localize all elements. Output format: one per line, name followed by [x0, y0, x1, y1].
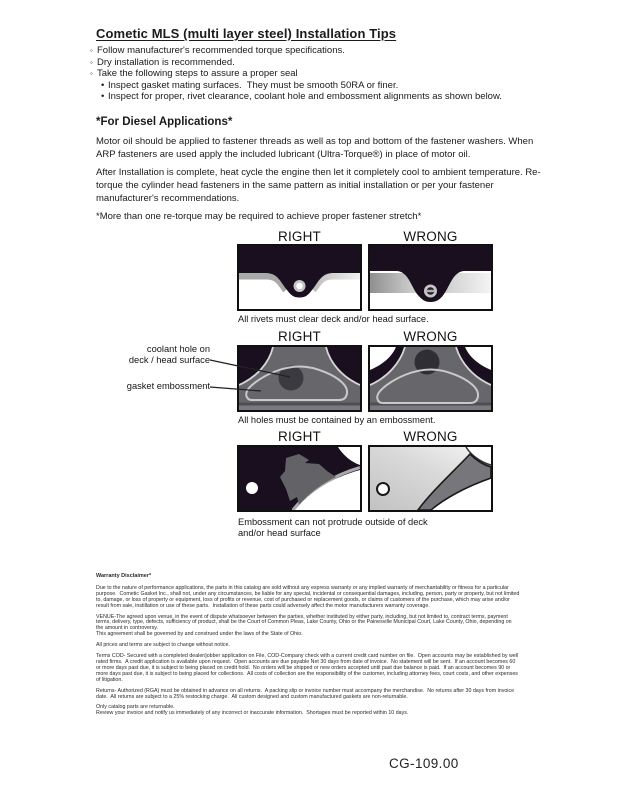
circle-bullet-icon: ◦	[90, 57, 93, 67]
embossment-wrong-diagram	[368, 445, 493, 512]
tip-text: Inspect for proper, rivet clearance, coolant hole and embossment alignments as shown below.	[108, 91, 502, 103]
embossment-leader-line	[210, 387, 261, 391]
list-item	[90, 45, 560, 57]
legal-paragraph: This agreement shall be governed by and construed under the laws of the State of Ohio.	[96, 631, 303, 638]
wrong-label: WRONG	[403, 429, 458, 444]
list-item	[90, 80, 560, 92]
rivet-right-art	[239, 246, 360, 309]
legal-paragraph: Returns- Authorized (RGA) must be obtained in advance on all returns. A packing slip or invoice number must accompany the merchandise. No returns after 30 days from invoice date. All returns are subject to a 25% restocking charge. All custom designed and custom manufactured gaskets are non-returnable.	[96, 687, 516, 700]
tip-text: Inspect gasket mating surfaces. They must be smooth 50RA or finer.	[108, 79, 399, 91]
caption-row1: All rivets must clear deck and/or head surface.	[238, 314, 429, 324]
embossment-right-diagram	[237, 445, 362, 512]
wrong-label: WRONG	[403, 329, 458, 344]
legal-paragraph: Review your invoice and notify us immediately of any incorrect or inaccurate information. Shortages must be reported within 10 days.	[96, 710, 409, 717]
coolant-leader-line	[210, 360, 290, 377]
list-item	[90, 68, 560, 80]
paragraph: After Installation is complete, heat cycle the engine then let it completely cool to ambient temperature. Re-torque the cylinder head fasteners in the same pattern as initial installation or per your fastener manufacturer's recommendations.	[96, 167, 541, 204]
catalog-page-code: CG-109.00	[389, 756, 459, 771]
right-label: RIGHT	[278, 329, 321, 344]
paragraph: Motor oil should be applied to fastener threads as well as top and bottom of the fastener washers. When ARP fasteners are used apply the included lubricant (Ultra-Torque®) in place of motor oil.	[96, 136, 536, 160]
rivet-wrong-diagram	[368, 244, 493, 311]
dot-bullet-icon: •	[101, 91, 105, 103]
rivet-right-diagram	[237, 244, 362, 311]
gasket-embossment-label: gasket embossment	[126, 381, 210, 391]
tip-text: Dry installation is recommended.	[97, 56, 235, 68]
deck-line-through-rivet	[427, 290, 435, 292]
bolt-hole	[377, 483, 389, 495]
hole-wrong-diagram	[368, 345, 493, 412]
circle-bullet-icon: ◦	[90, 46, 93, 55]
caption-row3: Embossment can not protrude outside of deck and/or head surface	[238, 517, 431, 538]
legal-heading: Warranty Disclaimer*	[96, 573, 152, 579]
bottom-strip	[370, 406, 491, 411]
right-label: RIGHT	[278, 229, 321, 244]
tip-text: Take the following steps to assure a proper seal	[97, 68, 298, 80]
paragraph: *More than one re-torque may be required to achieve proper fastener stretch*	[96, 211, 422, 222]
leader-lines	[96, 340, 296, 400]
rivet-center	[296, 283, 302, 289]
warranty-disclaimer	[96, 574, 520, 722]
legal-paragraph: VENUE-The agreed upon venue, in the event of dispute whatsoever between the parties, whether instituted by either party, including, but not limited to, contract terms, payment terms, delivery, type, defects, sufficiency of product, shall be the Court of Common Pleas, Lake County, Ohio or the Painesville Municipal Court, Lake County, Ohio, depending on the amount in controversy.	[96, 613, 514, 632]
caption-row2: All holes must be contained by an embossment.	[238, 415, 436, 425]
legal-paragraph: Terms COD- Secured with a completed dealer/jobber application on File, COD-Company check with a current credit card number on file. Open accounts may be established by well rated firms. A credit application is available upon request. Open accounts are due payable Net 30 days from date of invoice. No statement will be sent. If an account becomes 60 or more days past due, it is subject to being placed on credit hold. No orders will be shipped or new orders accepted until past due balance is paid. If an account becomes 90 or more days past due, it is subject to being placed for collections. All costs of collection are the responsibility of the customer, including attorney fees, court costs, and other expenses of litigation.	[96, 653, 520, 683]
dot-bullet-icon: •	[101, 79, 105, 91]
legal-paragraph: Only catalog parts are returnable.	[96, 704, 175, 711]
embossment-wrong-art	[370, 447, 491, 510]
section-heading: *For Diesel Applications*	[96, 116, 233, 128]
tip-text: Follow manufacturer's recommended torque specifications.	[97, 45, 345, 56]
bottom-band	[239, 403, 360, 406]
bottom-strip	[239, 406, 360, 411]
hole-wrong-art	[370, 347, 491, 410]
embossment-right-art	[239, 447, 360, 510]
rivet-wrong-art	[370, 246, 491, 309]
diesel-applications-section	[96, 116, 548, 228]
circle-bullet-icon: ◦	[90, 69, 93, 79]
tips-list	[90, 45, 560, 103]
coolant-hole-label: coolant hole on deck / head surface	[128, 344, 210, 365]
right-label: RIGHT	[278, 429, 321, 444]
list-item	[90, 57, 560, 69]
bolt-hole	[246, 482, 258, 494]
wrong-label: WRONG	[403, 229, 458, 244]
legal-paragraph: Due to the nature of performance applications, the parts in this catalog are sold without any express warranty or any implied warranty of merchantability or fitness for a particular purpose. Cometic Gasket Inc., shall not, under any circumstances, be liable for any special, incidental or consequential damages, including, person, party or property, but not limited to, damage, or loss of property or equipment, loss of profits or revenue, cost of purchased or replacement goods, or claims of customers of the purchase, which may arise and/or result from sale, instillation or use of these parts. Installation of these parts could adversely affect the motor manufacturers warranty coverage.	[96, 584, 521, 609]
page-title: Cometic MLS (multi layer steel) Installation Tips	[96, 26, 397, 41]
list-item	[90, 91, 560, 103]
legal-paragraph: All prices and terms are subject to change without notice.	[96, 642, 230, 649]
